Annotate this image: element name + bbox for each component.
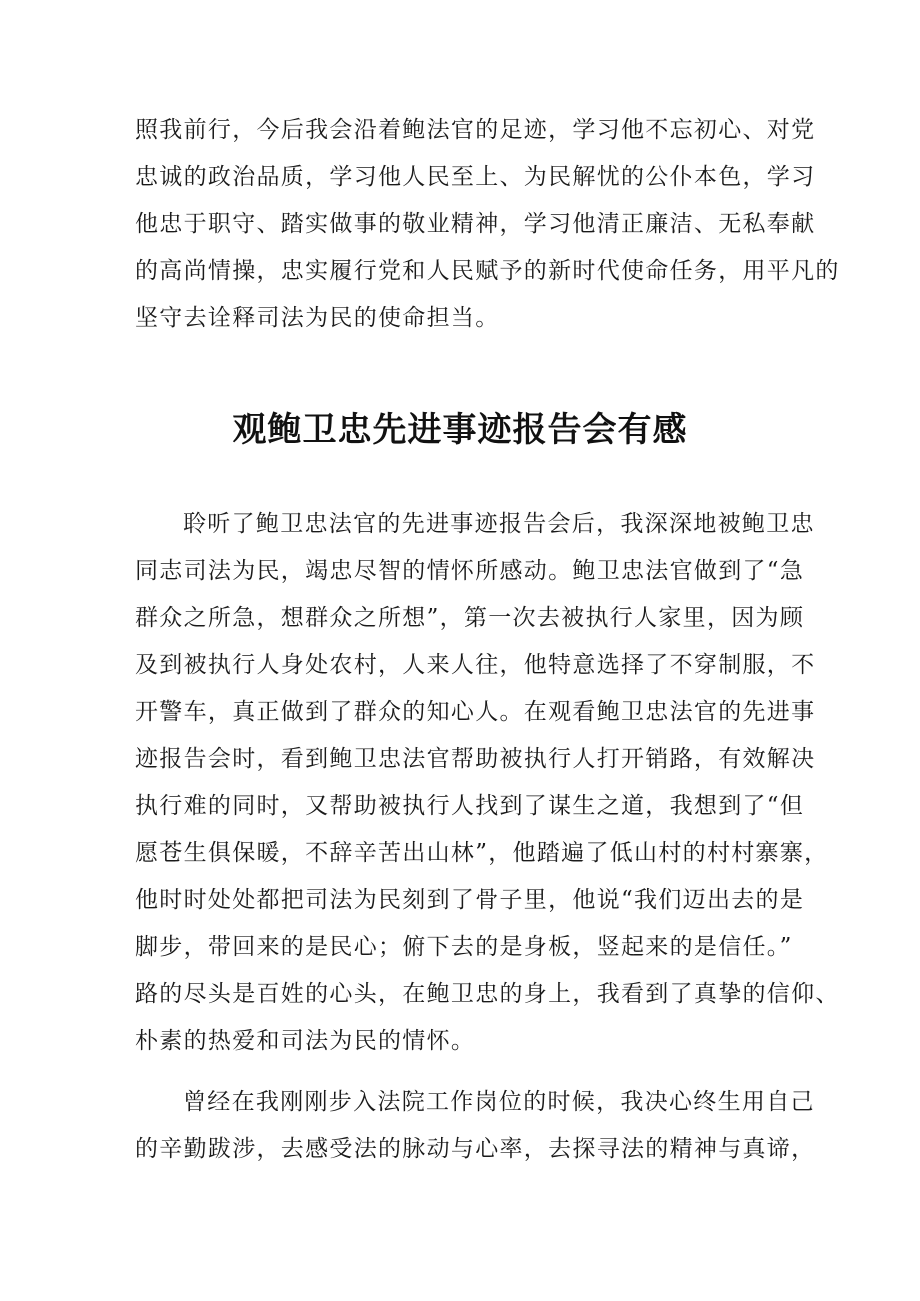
text-line: 执行难的同时，又帮助被执行人找到了谋生之道，我想到了“但 [135,793,805,819]
text-line: 曾经在我刚刚步入法院工作岗位的时候，我决心终生用自己 [183,1089,815,1115]
text-line: 路的尽头是百姓的心头，在鲍卫忠的身上，我看到了真挚的信仰、 [135,981,840,1007]
text-line: 坚守去诠释司法为民的使命担当。 [135,305,500,331]
text-line: 群众之所急，想群众之所想”，第一次去被执行人家里，因为顾 [135,605,805,631]
text-line: 及到被执行人身处农村，人来人往，他特意选择了不穿制服，不 [135,652,816,678]
text-line: 愿苍生俱保暖，不辞辛苦出山林”，他踏遍了低山村的村村寨寨， [135,840,829,866]
text-line: 朴素的热爱和司法为民的情怀。 [135,1028,476,1054]
text-line: 的辛勤跋涉，去感受法的脉动与心率，去探寻法的精神与真谛， [135,1136,816,1162]
text-line: 脚步，带回来的是民心；俯下去的是身板，竖起来的是信任。” [135,934,793,960]
article-title: 观鲍卫忠先进事迹报告会有感 [232,410,688,450]
text-line: 同志司法为民，竭忠尽智的情怀所感动。鲍卫忠法官做到了“急 [135,558,805,584]
text-line: 的高尚情操，忠实履行党和人民赋予的新时代使命任务，用平凡的 [135,258,840,284]
text-line: 照我前行，今后我会沿着鲍法官的足迹，学习他不忘初心、对党 [135,117,816,143]
text-line: 他忠于职守、踏实做事的敬业精神，学习他清正廉洁、无私奉献 [135,211,816,237]
text-line: 忠诚的政治品质，学习他人民至上、为民解忧的公仆本色，学习 [135,164,816,190]
text-line: 开警车，真正做到了群众的知心人。在观看鲍卫忠法官的先进事 [135,699,816,725]
text-line: 迹报告会时，看到鲍卫忠法官帮助被执行人打开销路，有效解决 [135,746,816,772]
text-line: 他时时处处都把司法为民刻到了骨子里，他说“我们迈出去的是 [135,887,805,913]
text-line: 聆听了鲍卫忠法官的先进事迹报告会后，我深深地被鲍卫忠 [183,511,815,537]
